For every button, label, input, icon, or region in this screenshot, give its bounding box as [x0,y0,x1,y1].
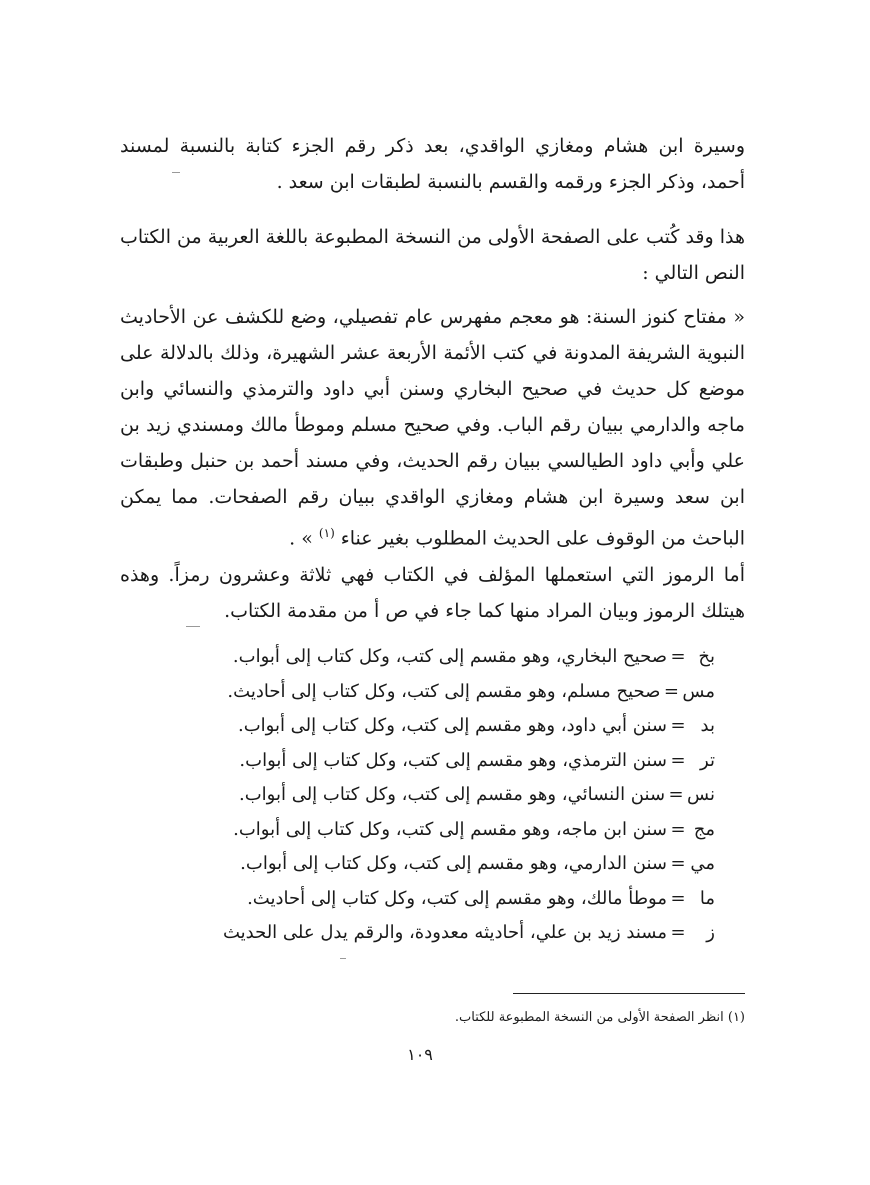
footnote-divider [513,993,745,994]
footnote: (١) انظر الصفحة الأولى من النسخة المطبوعة للكتاب. [454,1010,745,1025]
paragraph-continuation: وسيرة ابن هشام ومغازي الواقدي، بعد ذكر رقم الجزء كتابة بالنسبة لمسند أحمد، وذكر الجزء ورقمه والقسم بالنسبة لطبقات ابن سعد . [120,135,745,193]
abbreviation-row [150,744,715,779]
scan-mark [172,172,180,173]
quote-text: « مفتاح كنوز السنة: هو معجم مفهرس عام تفصيلي، وضع للكشف عن الأحاديث النبوية الشريفة المدونة في كتب الأئمة الأربعة عشر الشهيرة، وذلك بالدلالة على موضع كل حديث في صحيح البخاري وسنن أبي داود والترمذي والنسائي وابن ماجه والدارمي ببيان رقم الباب. وفي صحيح مسلم وموطأ مالك ومسندي زيد بن علي وأبي داود الطيالسي ببيان رقم الحديث، وفي مسند أحمد بن حنبل وطبقات ابن سعد وسيرة ابن هشام ومغازي الواقدي ببيان رقم الصفحات. مما يمكن الباحث من الوقوف على الحديث المطلوب بغير عناء [120,306,745,550]
paragraph-quote [120,299,745,556]
abbreviation-code: تر [700,749,715,771]
paragraph-intro: هذا وقد كُتب على الصفحة الأولى من النسخة المطبوعة باللغة العربية من الكتاب النص التالي : [120,226,745,284]
footnote-marker: (١) [318,526,335,540]
equals-sign: = [670,818,686,840]
abbreviation-description: سنن النسائي، وهو مقسم إلى كتب، وكل كتاب إلى أبواب. [239,784,666,805]
abbreviation-row [150,847,715,882]
abbreviation-row [150,916,715,951]
abbreviation-code: ز [706,922,715,943]
equals-sign: = [670,715,686,736]
equals-sign: = [670,922,686,943]
abbreviation-code: بخ [698,646,715,667]
abbreviation-code: نس [687,784,715,805]
quote-end: » . [289,527,313,550]
equals-sign: = [670,646,686,667]
abbreviation-row [150,882,715,917]
abbreviation-code: مي [690,853,715,874]
equals-sign: = [663,680,679,702]
abbreviation-code: مج [693,818,715,840]
equals-sign: = [670,853,686,874]
abbreviation-row [150,778,715,813]
equals-sign: = [668,784,684,805]
abbreviation-code: بد [700,715,715,736]
abbreviation-row [150,675,715,710]
abbreviation-description: مسند زيد بن علي، أحاديثه معدودة، والرقم يدل على الحديث [222,922,667,943]
abbreviation-description: سنن ابن ماجه، وهو مقسم إلى كتب، وكل كتاب إلى أبواب. [233,818,667,840]
abbreviation-list [150,640,715,951]
equals-sign: = [670,749,686,771]
abbreviation-description: موطأ مالك، وهو مقسم إلى كتب، وكل كتاب إلى أحاديث. [247,887,667,909]
abbreviation-description: صحيح البخاري، وهو مقسم إلى كتب، وكل كتاب إلى أبواب. [232,646,667,667]
scan-mark [340,958,346,959]
abbreviation-description: سنن الترمذي، وهو مقسم إلى كتب، وكل كتاب إلى أبواب. [239,749,667,771]
paragraph-symbols: أما الرموز التي استعملها المؤلف في الكتاب فهي ثلاثة وعشرون رمزاً. وهذه هيتلك الرموز وبيان المراد منها كما جاء في ص أ من مقدمة الكتاب. [120,564,745,622]
page-number: ١٠٩ [407,1045,433,1064]
abbreviation-code: ما [699,887,715,909]
abbreviation-row [150,640,715,675]
abbreviation-description: سنن أبي داود، وهو مقسم إلى كتب، وكل كتاب إلى أبواب. [237,715,667,736]
abbreviation-code: مس [682,680,715,702]
abbreviation-row [150,813,715,848]
abbreviation-row [150,709,715,744]
abbreviation-description: صحيح مسلم، وهو مقسم إلى كتب، وكل كتاب إلى أحاديث. [227,680,661,702]
scan-mark [186,626,200,627]
equals-sign: = [670,887,686,909]
abbreviation-description: سنن الدارمي، وهو مقسم إلى كتب، وكل كتاب إلى أبواب. [240,853,667,874]
